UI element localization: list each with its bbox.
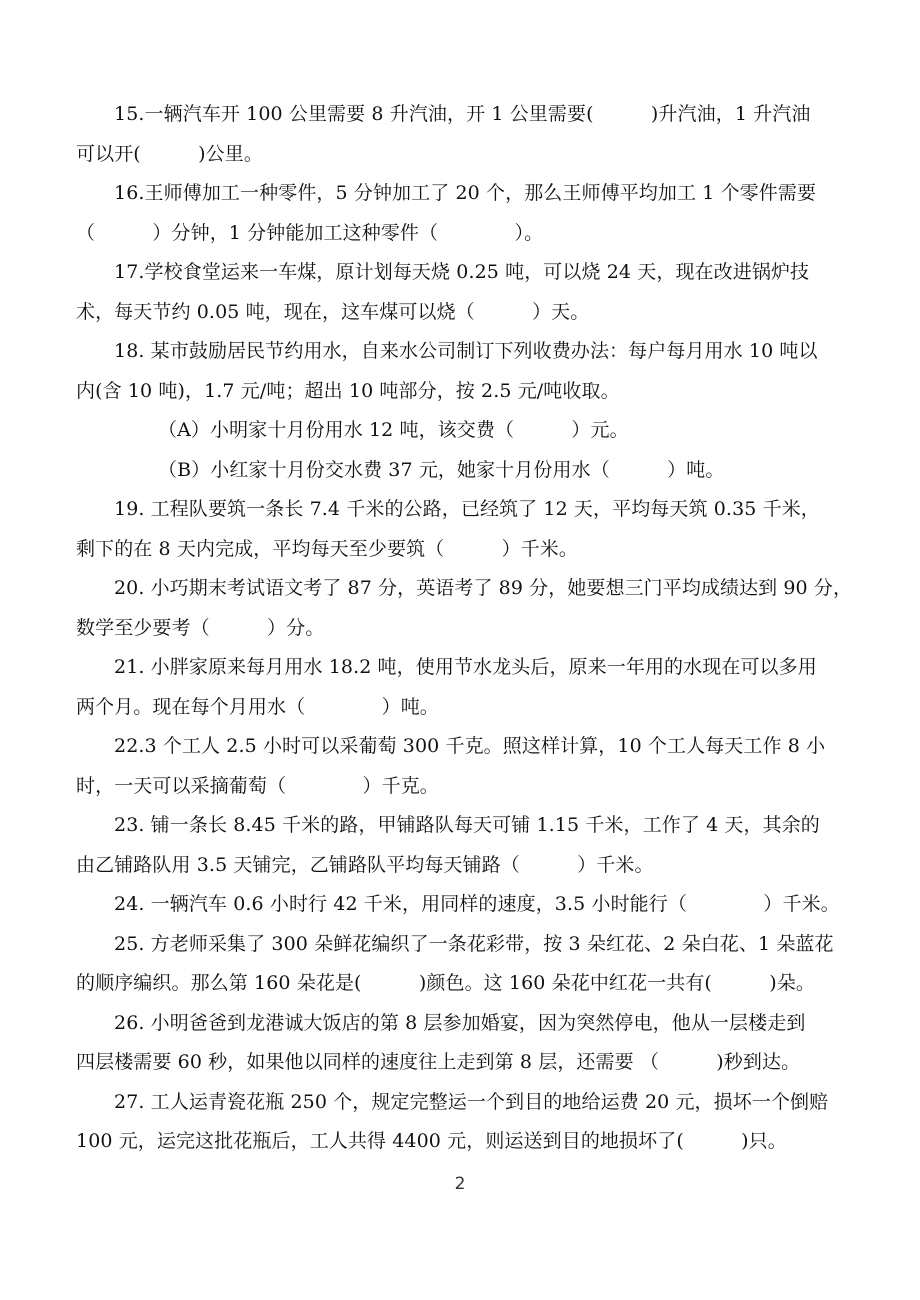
text-line: 17.学校食堂运来一车煤，原计划每天烧 0.25 吨，可以烧 24 天，现在改进锅炉技 <box>114 261 810 283</box>
text-line: 的顺序编织。那么第 160 朵花是( )颜色。这 160 朵花中红花一共有( )朵。 <box>76 972 815 994</box>
text-line: 26. 小明爸爸到龙港诚大饭店的第 8 层参加婚宴，因为突然停电，他从一层楼走到 <box>114 1011 806 1034</box>
text-line: （ ）分钟，1 分钟能加工这种零件（ ）。 <box>76 221 544 244</box>
text-line: 由乙铺路队用 3.5 天铺完，乙铺路队平均每天铺路（ ）千米。 <box>76 853 654 876</box>
text-line: 四层楼需要 60 秒，如果他以同样的速度往上走到第 8 层，还需要 （ )秒到达。 <box>76 1051 801 1073</box>
text-line: 23. 铺一条长 8.45 千米的路，甲铺路队每天可铺 1.15 千米，工作了 4 天，其余的 <box>114 814 820 836</box>
text-line: 18. 某市鼓励居民节约用水，自来水公司制订下列收费办法：每户每月用水 10 吨以 <box>114 340 818 362</box>
text-line: 可以开( )公里。 <box>76 142 263 165</box>
text-line: 22.3 个工人 2.5 小时可以采葡萄 300 千克。照这样计算，10 个工人每天工作 8 小 <box>114 735 826 757</box>
text-line: 两个月。现在每个月用水（ ）吨。 <box>76 695 439 718</box>
text-line: （B）小红家十月份交水费 37 元，她家十月份用水（ ）吨。 <box>158 458 725 481</box>
text-line: 25. 方老师采集了 300 朵鲜花编织了一条花彩带，按 3 朵红花、2 朵白花、1 朵蓝花 <box>114 932 834 955</box>
text-line: 27. 工人运青瓷花瓶 250 个，规定完整运一个到目的地给运费 20 元，损坏一个倒赔 <box>114 1090 829 1113</box>
text-line: 19. 工程队要筑一条长 7.4 千米的公路，已经筑了 12 天，平均每天筑 0.35 千米， <box>114 498 820 520</box>
text-line: 24. 一辆汽车 0.6 小时行 42 千米，用同样的速度，3.5 小时能行（ ）千米。 <box>114 893 840 915</box>
text-line: （A）小明家十月份用水 12 吨，该交费（ ）元。 <box>158 419 629 441</box>
text-line: 16.王师傅加工一种零件，5 分钟加工了 20 个，那么王师傅平均加工 1 个零件需要 <box>114 182 817 204</box>
text-line: 15.一辆汽车开 100 公里需要 8 升汽油，开 1 公里需要( )升汽油，1 升汽油 <box>114 103 811 125</box>
text-line: 内(含 10 吨)，1.7 元/吨；超出 10 吨部分，按 2.5 元/吨收取。 <box>76 379 620 402</box>
text-line: 20. 小巧期末考试语文考了 87 分，英语考了 89 分，她要想三门平均成绩达到 90 分， <box>113 577 853 599</box>
text-line: 数学至少要考（ ）分。 <box>76 616 325 639</box>
text-line: 术，每天节约 0.05 吨，现在，这车煤可以烧（ ）天。 <box>76 300 590 323</box>
text-line: 剩下的在 8 天内完成，平均每天至少要筑（ ）千米。 <box>76 537 578 560</box>
text-line: 100 元，运完这批花瓶后，工人共得 4400 元，则运送到目的地损坏了( )只。 <box>76 1130 787 1152</box>
text-line: 时，一天可以采摘葡萄（ ）千克。 <box>76 774 439 797</box>
text-line: 21. 小胖家原来每月用水 18.2 吨，使用节水龙头后，原来一年用的水现在可以多用 <box>114 656 817 678</box>
page-number: 2 <box>454 1174 466 1194</box>
problem-list <box>76 95 852 1162</box>
